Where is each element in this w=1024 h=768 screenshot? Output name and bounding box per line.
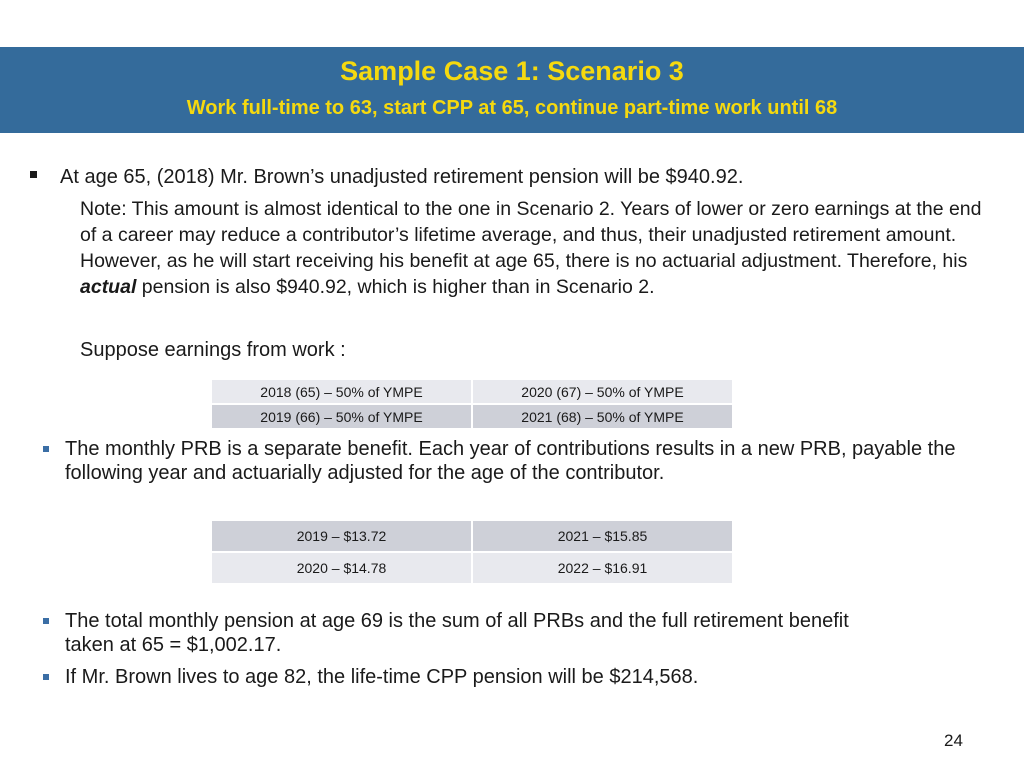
bullet-marker: [43, 618, 49, 624]
note-text-before: Note: This amount is almost identical to the one in Scenario 2. Years of lower or zero earnings at the end of a career may reduce a contributor’s lifetime average, and thus, their unadjusted retirement amount. However, as he will start receiving his benefit at age 65, there is no actuarial adjustment. Therefore, his: [80, 198, 982, 272]
bullet-marker: [43, 674, 49, 680]
table-cell: 2021 – $15.85: [472, 520, 733, 552]
earnings-table: [210, 378, 734, 430]
note-paragraph: [80, 196, 1000, 300]
bullet-marker: [43, 446, 49, 452]
bullet-text-prb: The monthly PRB is a separate benefit. Each year of contributions results in a new PRB, payable the following year and actuarially adjusted for the age of the contributor.: [65, 438, 956, 484]
table-row: [211, 552, 733, 584]
table-cell: 2018 (65) – 50% of YMPE: [211, 379, 472, 404]
page-number: 24: [944, 731, 963, 750]
bullet-marker: [30, 171, 37, 178]
table-cell: 2021 (68) – 50% of YMPE: [472, 404, 733, 429]
slide-title: Sample Case 1: Scenario 3: [340, 56, 684, 86]
suppose-earnings-text: Suppose earnings from work :: [80, 339, 346, 361]
table-cell: 2019 – $13.72: [211, 520, 472, 552]
table-cell: 2020 (67) – 50% of YMPE: [472, 379, 733, 404]
note-text-after: pension is also $940.92, which is higher than in Scenario 2.: [136, 276, 655, 298]
bullet-text-lifetime: If Mr. Brown lives to age 82, the life-time CPP pension will be $214,568.: [65, 666, 699, 688]
table-row: [211, 404, 733, 429]
table-row: [211, 520, 733, 552]
slide-subtitle: Work full-time to 63, start CPP at 65, continue part-time work until 68: [186, 97, 838, 119]
bullet-text-total: The total monthly pension at age 69 is the sum of all PRBs and the full retirement benefit taken at 65 = $1,002.17.: [65, 610, 849, 656]
prb-table: [210, 519, 734, 585]
table-cell: 2020 – $14.78: [211, 552, 472, 584]
bullet-text-pension: At age 65, (2018) Mr. Brown’s unadjusted retirement pension will be $940.92.: [60, 166, 744, 188]
table-cell: 2019 (66) – 50% of YMPE: [211, 404, 472, 429]
table-cell: 2022 – $16.91: [472, 552, 733, 584]
table-row: [211, 379, 733, 404]
note-emphasis: actual: [80, 276, 137, 298]
